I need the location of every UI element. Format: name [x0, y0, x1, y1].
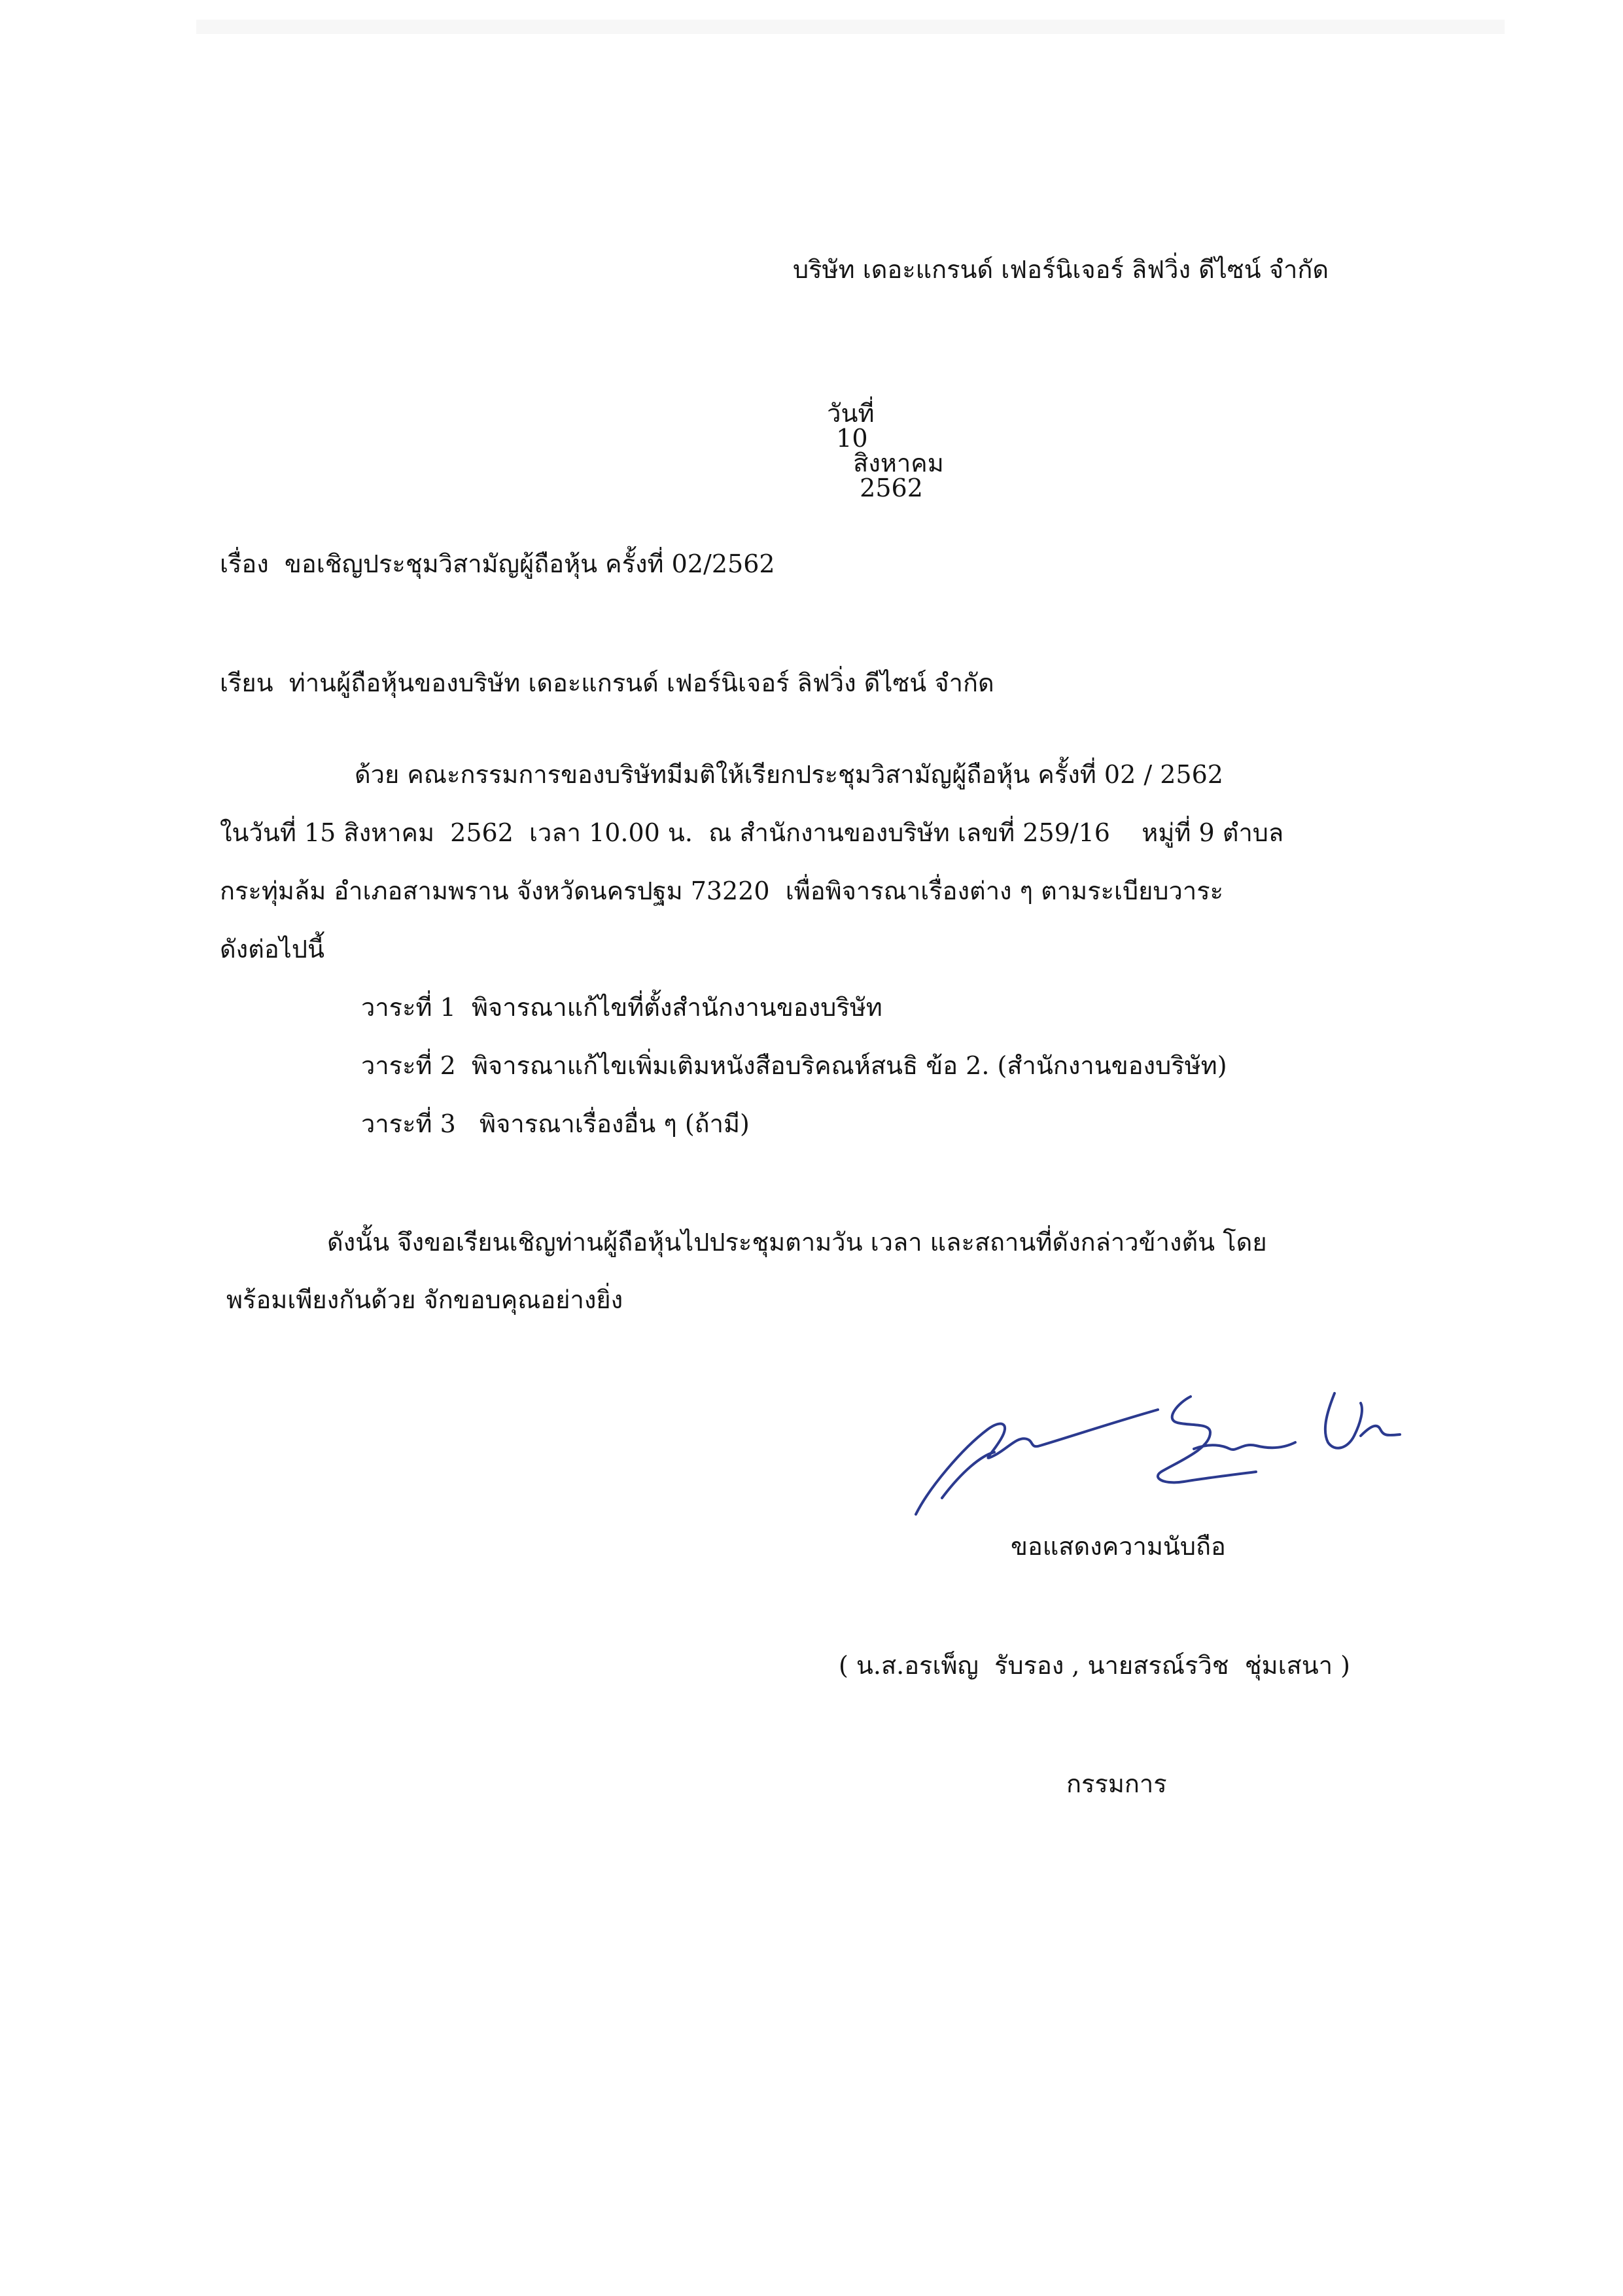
agenda-item: วาระที่ 1 พิจารณาแก้ไขที่ตั้งสำนักงานของบริษัท: [361, 993, 882, 1022]
date-month: สิงหาคม: [853, 449, 944, 478]
date-day: 10: [836, 424, 868, 453]
agenda-item: วาระที่ 3 พิจารณาเรื่องอื่น ๆ (ถ้ามี): [361, 1109, 750, 1138]
signatories: ( น.ส.อรเพ็ญ รับรอง , นายสรณ์รวิช ชุ่มเสนา ): [839, 1651, 1350, 1680]
agenda-item: วาระที่ 2 พิจารณาแก้ไขเพิ่มเติมหนังสือบริคณห์สนธิ ข้อ 2. (สำนักงานของบริษัท): [361, 1051, 1227, 1080]
closing-line: ดังนั้น จึงขอเรียนเชิญท่านผู้ถือหุ้นไปประชุมตามวัน เวลา และสถานที่ดังกล่าวข้างต้น โดย: [327, 1228, 1267, 1257]
date-label: วันที่: [827, 399, 875, 428]
letter-subject: เรื่อง ขอเชิญประชุมวิสามัญผู้ถือหุ้น ครั้งที่ 02/2562: [220, 549, 775, 578]
date-year: 2562: [860, 474, 923, 502]
scan-bleed-through: [196, 7, 1505, 46]
handwritten-signature: [903, 1357, 1426, 1527]
letter-date: [811, 376, 944, 500]
signatory-title: กรรมการ: [1066, 1769, 1167, 1798]
company-header: บริษัท เดอะแกรนด์ เฟอร์นิเจอร์ ลิฟวิ่ง ดีไซน์ จำกัด: [793, 255, 1329, 284]
body-line: กระทุ่มล้ม อำเภอสามพราน จังหวัดนครปฐม 73220 เพื่อพิจารณาเรื่องต่าง ๆ ตามระเบียบวาระ: [220, 877, 1224, 905]
closing-line: พร้อมเพียงกันด้วย จักขอบคุณอย่างยิ่ง: [226, 1285, 623, 1314]
body-line: ดังต่อไปนี้: [220, 935, 324, 964]
body-line: ในวันที่ 15 สิงหาคม 2562 เวลา 10.00 น. ณ สำนักงานของบริษัท เลขที่ 259/16 หมู่ที่ 9 ตำบล: [220, 818, 1284, 847]
letter-addressee: เรียน ท่านผู้ถือหุ้นของบริษัท เดอะแกรนด์ เฟอร์นิเจอร์ ลิฟวิ่ง ดีไซน์ จำกัด: [220, 669, 994, 697]
body-line: ด้วย คณะกรรมการของบริษัทมีมติให้เรียกประชุมวิสามัญผู้ถือหุ้น ครั้งที่ 02 / 2562: [355, 760, 1223, 789]
signoff: ขอแสดงความนับถือ: [1011, 1532, 1226, 1561]
